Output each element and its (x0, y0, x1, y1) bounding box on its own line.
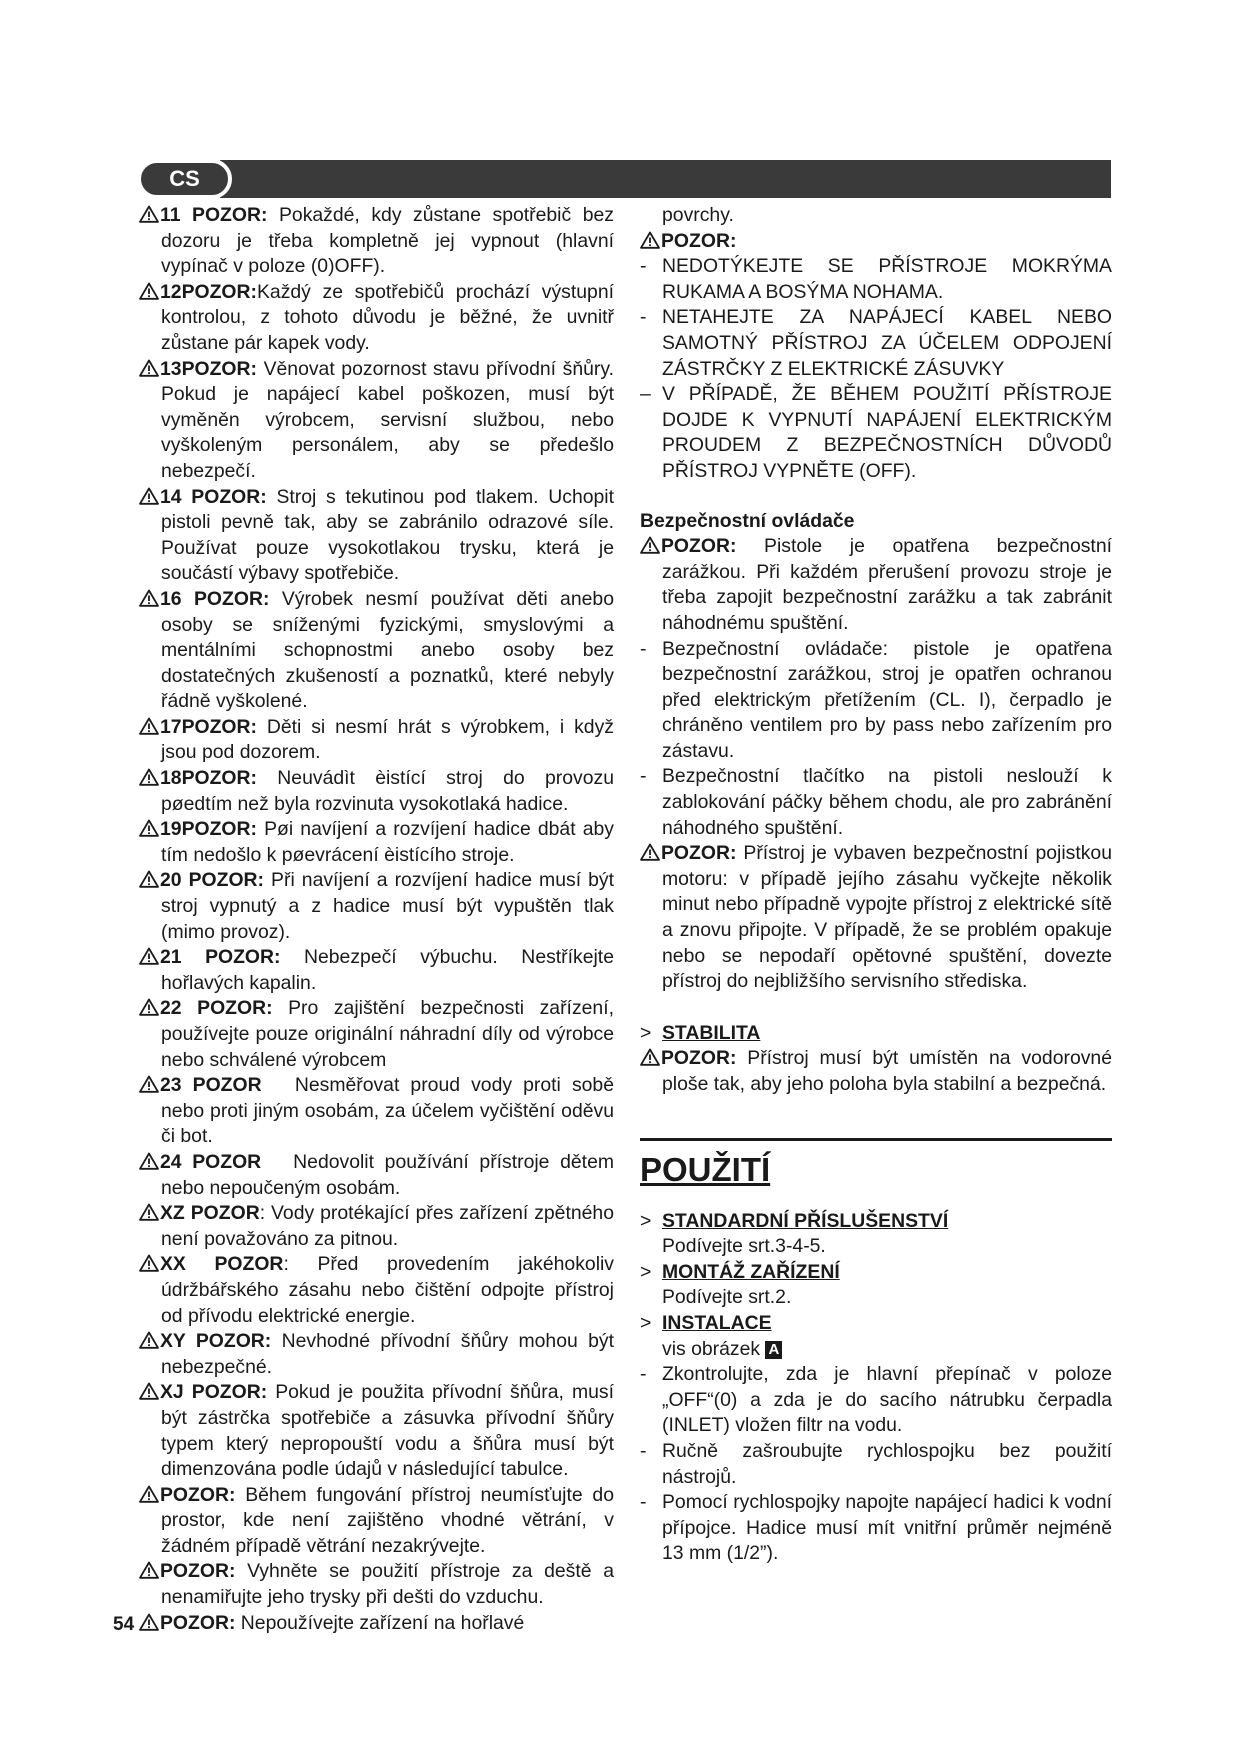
bullet-text: NEDOTÝKEJTE SE PŘÍSTROJE MOKRÝMA RUKAMA A BOSÝMA NOHAMA. (662, 255, 1112, 303)
warning-item-17 (139, 715, 614, 766)
warning-label: 20 POZOR: (160, 869, 265, 892)
language-badge: CS (137, 159, 232, 199)
warning-label: 22 POZOR: (160, 997, 273, 1020)
install-text (640, 1337, 1112, 1363)
warning-heading (640, 229, 1112, 255)
warning-item-11 (139, 203, 614, 280)
warning-text: Nesměřovat proud vody proti sobě nebo proti jiným osobám, za účelem vyčištění oděvu či bot. (161, 1074, 620, 1148)
warning-icon (139, 1254, 159, 1272)
warning-icon (139, 1203, 159, 1221)
safety-bullet-button (640, 764, 1112, 841)
warning-icon (139, 870, 159, 888)
bullet-text: Zkontrolujte, zda je hlavní přepínač v poloze „OFF“(0) a zda je do sacího nátrubku čerpadla (INLET) vložen filtr na vodu. (662, 1363, 1112, 1437)
warning-item-22 (139, 996, 614, 1073)
warning-text: Vyhněte se použití přístroje za deště a nenamiřujte jeho trysky při dešti do vzduchu. (161, 1560, 614, 1609)
dash-marker: - (640, 1363, 647, 1386)
warning-text: : Vody protékající přes zařízení zpětného není považováno za pitnou. (161, 1202, 614, 1250)
bullet-text: V PŘÍPADĚ, ŽE BĚHEM POUŽITÍ PŘÍSTROJE DOJDE K VYPNUTÍ NAPÁJENÍ ELEKTRICKÝM PROUDEM Z BEZPEČNOSTNÍCH DŮVODŮ PŘÍSTROJ VYPNĚTE (OFF). (662, 383, 1112, 482)
warning-icon (139, 768, 159, 786)
warning-text: Pokud je použita přívodní šňůra, musí být zástrčka spotřebiče a zásuvka přívodní šňůry typem který nepropouští vodu a šňůra musí být dimenzována podle údajů v následující tabulce. (161, 1381, 614, 1481)
warning-icon (139, 205, 159, 223)
warning-icon (139, 487, 159, 505)
warning-text: Nepoužívejte zařízení na hořlavé (235, 1611, 525, 1634)
warning-item-24 (139, 1150, 620, 1201)
warning-item-16 (139, 587, 614, 715)
warning-bullet-wet-hands (640, 254, 1112, 305)
warning-text: Pokaždé, kdy zůstane spotřebič bez dozoru je třeba kompletně jej vypnout (hlavní vypínač v poloze (0)OFF). (161, 204, 614, 278)
warning-label: 11 POZOR: (160, 204, 268, 226)
warning-label: 19POZOR: (160, 818, 257, 841)
warning-text: Nebezpečí výbuchu. Nestříkejte hořlavých kapalin. (161, 946, 614, 994)
warning-icon (139, 1485, 159, 1503)
warning-text: Během fungování přístroj neumísťujte do prostor, kde není zajištěno vhodné větrání, v žádném případě větrání nezakrývejte. (161, 1483, 614, 1557)
right-column (640, 203, 1112, 1567)
caret-marker: > (640, 1021, 652, 1044)
warning-label: XJ POZOR: (160, 1381, 268, 1404)
safety-pozor-stopper (640, 534, 1112, 636)
warning-item-19 (139, 817, 614, 868)
dash-marker: - (640, 255, 647, 278)
warning-item-xz (139, 1201, 614, 1252)
dash-marker: - (640, 306, 647, 329)
safety-bullet-controls (640, 637, 1112, 765)
install-bullet-switch (640, 1362, 1112, 1439)
assembly-text: Podívejte srt.2. (662, 1286, 792, 1309)
warning-item-18 (139, 766, 614, 817)
warning-icon (139, 1331, 159, 1349)
assembly-title: MONTÁŽ ZAŘÍZENÍ (662, 1260, 840, 1283)
warning-icon (139, 282, 159, 300)
bullet-text: Bezpečnostní ovládače: pistole je opatřena bezpečnostní zarážkou, stroj je opatřen ochranou před elektrickým přetížením (CL. I), čerpadlo je chráněno ventilem pro by pass nebo zařízením pro zástavu. (662, 637, 1112, 762)
warning-text: Věnovat pozornost stavu přívodní šňůry. Pokud je napájecí kabel poškozen, musí být vyměněn výrobcem, servisní službou, nebo vyškoleným personálem, aby se předešlo nebezpečí. (161, 357, 614, 482)
warning-icon (139, 1075, 159, 1093)
install-title: INSTALACE (662, 1311, 772, 1334)
warning-text: Pøi navíjení a rozvíjení hadice dbát aby tím nedošlo k pøevrácení èistícího stroje. (161, 818, 614, 866)
safety-pozor-motor (640, 841, 1112, 995)
stability-pozor (640, 1046, 1112, 1097)
dash-marker: - (640, 637, 647, 660)
warning-label: POZOR: (160, 1611, 236, 1634)
warning-icon (139, 1613, 159, 1631)
warning-bullet-cable (640, 305, 1112, 382)
warning-item-rain (139, 1559, 614, 1610)
caret-marker: > (640, 1209, 652, 1232)
warning-item-21 (139, 945, 614, 996)
bullet-text: Bezpečnostní tlačítko na pistoli neslouží k zablokování páčky během chodu, ale pro zabránění náhodného spuštění. (662, 765, 1112, 839)
caret-marker: > (640, 1260, 652, 1283)
caret-marker: > (640, 1311, 652, 1334)
warning-icon (640, 536, 660, 554)
accessories-heading (640, 1209, 1112, 1235)
warning-text: Děti si nesmí hrát s výrobkem, i když jsou pod dozorem. (161, 715, 614, 764)
warning-text: : Před provedením jakéhokoliv údržbářského zásahu nebo čištění odpojte přístroj od přívodu elektrické energie. (161, 1253, 615, 1327)
warning-text: Stroj s tekutinou pod tlakem. Uchopit pistoli pevně tak, aby se zabránilo odrazové síle. Používat pouze vysokotlakou trysku, která je součástí výbavy spotřebiče. (161, 485, 614, 585)
warning-label: 23 POZOR (160, 1074, 262, 1097)
warning-icon (640, 1048, 660, 1066)
warning-item-12 (139, 280, 614, 357)
warning-label: POZOR: (661, 229, 737, 252)
warning-label: 12POZOR: (160, 280, 257, 303)
header-bar (220, 160, 1111, 198)
warning-label: POZOR: (661, 535, 737, 558)
warning-icon (139, 1152, 159, 1170)
bullet-text: Ručně zašroubujte rychlospojku bez použití nástrojů. (662, 1439, 1112, 1488)
warning-text: Výrobek nesmí používat děti anebo osoby se sníženými fyzickými, smyslovými a mentálními schopnostmi anebo osoby bez dostatečných zkušeností a poznatků, které nebyly řádně vyškolené. (161, 587, 614, 713)
install-bullet-coupling (640, 1439, 1112, 1490)
warning-label: 17POZOR: (160, 715, 257, 738)
continuation-text: povrchy. (662, 204, 734, 226)
assembly-heading (640, 1260, 1112, 1286)
install-bullet-hose (640, 1490, 1112, 1567)
install-ref: vis obrázek (662, 1337, 761, 1360)
warning-label: 14 POZOR: (160, 485, 267, 508)
warning-text: Nevhodné přívodní šňůry mohou být nebezpečné. (161, 1330, 614, 1378)
warning-item-ventilation (139, 1483, 614, 1560)
warning-label: 18POZOR: (160, 767, 257, 790)
figure-ref-badge: A (765, 1341, 782, 1359)
warning-item-xx (139, 1252, 614, 1329)
warning-icon (139, 998, 159, 1016)
left-column (139, 203, 620, 1636)
warning-text: Přístroj musí být umístěn na vodorovné ploše tak, aby jeho poloha byla stabilní a bezpečná. (662, 1047, 1112, 1095)
warning-label: POZOR: (661, 842, 737, 865)
warning-text: Neuvádìt èistící stroj do provozu pøedtím než byla rozvinuta vysokotlaká hadice. (161, 767, 614, 815)
install-heading (640, 1311, 1112, 1337)
warning-bullet-power-off: – V PŘÍPADĚ, ŽE BĚHEM POUŽITÍ PŘÍSTROJE DOJDE K VYPNUTÍ NAPÁJENÍ ELEKTRICKÝM PROUDEM Z BEZPEČNOSTNÍCH DŮVODŮ PŘÍSTROJ VYPNĚTE (OFF). (640, 383, 1112, 482)
accessories-text: Podívejte srt.3-4-5. (662, 1235, 826, 1258)
warning-label: 24 POZOR (160, 1150, 262, 1173)
warning-icon (139, 947, 159, 965)
warning-label: 21 POZOR: (160, 946, 281, 969)
warning-icon (139, 359, 159, 377)
warning-label: XX POZOR (160, 1253, 284, 1276)
warning-label: 16 POZOR: (160, 587, 270, 610)
warning-text: Každý ze spotřebičů prochází výstupní kontrolou, z tohoto důvodu je běžné, že uvnitř zůstane pár kapek vody. (161, 280, 614, 354)
warning-label: POZOR: (160, 1483, 236, 1506)
dash-marker: - (640, 1491, 647, 1514)
dash-marker: - (640, 1439, 647, 1462)
warning-label: POZOR: (160, 1560, 236, 1583)
warning-item-13 (139, 357, 614, 485)
warning-icon (139, 1382, 159, 1400)
warning-text: Nedovolit používání přístroje dětem nebo nepoučeným osobám. (161, 1150, 620, 1199)
stability-heading (640, 1021, 1112, 1047)
warning-icon (640, 843, 660, 861)
page-number: 54 (113, 1614, 135, 1635)
warning-item-xy (139, 1329, 614, 1380)
warning-icon (139, 1561, 159, 1579)
accessories-title: STANDARDNÍ PŘÍSLUŠENSTVÍ (662, 1209, 949, 1232)
warning-label: 13POZOR: (160, 357, 257, 380)
warning-label: POZOR: (661, 1047, 737, 1070)
warning-item-23 (139, 1073, 620, 1150)
warning-item-xj (139, 1380, 614, 1482)
section-divider (640, 1138, 1112, 1141)
warning-item-20 (139, 868, 614, 945)
stability-title: STABILITA (662, 1021, 761, 1044)
use-section-title: POUŽITÍ (640, 1150, 771, 1188)
warning-item-14 (139, 485, 614, 587)
warning-label: XZ POZOR (160, 1202, 260, 1225)
warning-icon (139, 819, 159, 837)
warning-text: Přístroj je vybaven bezpečnostní pojistkou motoru: v případě jejího zásahu vyčkejte několik minut nebo případně vypojte přístroj z elektrické sítě a znovu připojte. V případě, že se problém opakuje nebo se nepodaří opětovné spuštění, dovezte přístroj do nejbližšího servisního střediska. (662, 842, 1112, 993)
safety-controls-heading: Bezpečnostní ovládače (640, 509, 855, 532)
warning-icon (139, 589, 159, 607)
warning-icon (640, 231, 660, 249)
bullet-text: NETAHEJTE ZA NAPÁJECÍ KABEL NEBO SAMOTNÝ PŘÍSTROJ ZA ÚČELEM ODPOJENÍ ZÁSTRČKY Z ELEKTRICKÉ ZÁSUVKY (662, 306, 1112, 380)
bullet-text: Pomocí rychlospojky napojte napájecí hadici k vodní přípojce. Hadice musí mít vnitřní průměr nejméně 13 mm (1/2”). (662, 1491, 1112, 1565)
warning-text: Pistole je opatřena bezpečnostní zarážkou. Při každém přerušení provozu stroje je třeba zapojit bezpečnostní zarážku a tak zabránit náhodnému spuštění. (662, 535, 1112, 634)
warning-icon (139, 717, 159, 735)
warning-text: Pro zajištění bezpečnosti zařízení, používejte pouze originální náhradní díly od výrobce nebo schválené výrobcem (161, 997, 614, 1071)
dash-marker: - (640, 765, 647, 788)
warning-label: XY POZOR: (160, 1330, 272, 1353)
warning-item-flammable (139, 1611, 614, 1637)
warning-text: Při navíjení a rozvíjení hadice musí být stroj vypnutý a z hadice musí být vypuštěn tlak (mimo provoz). (161, 869, 614, 943)
